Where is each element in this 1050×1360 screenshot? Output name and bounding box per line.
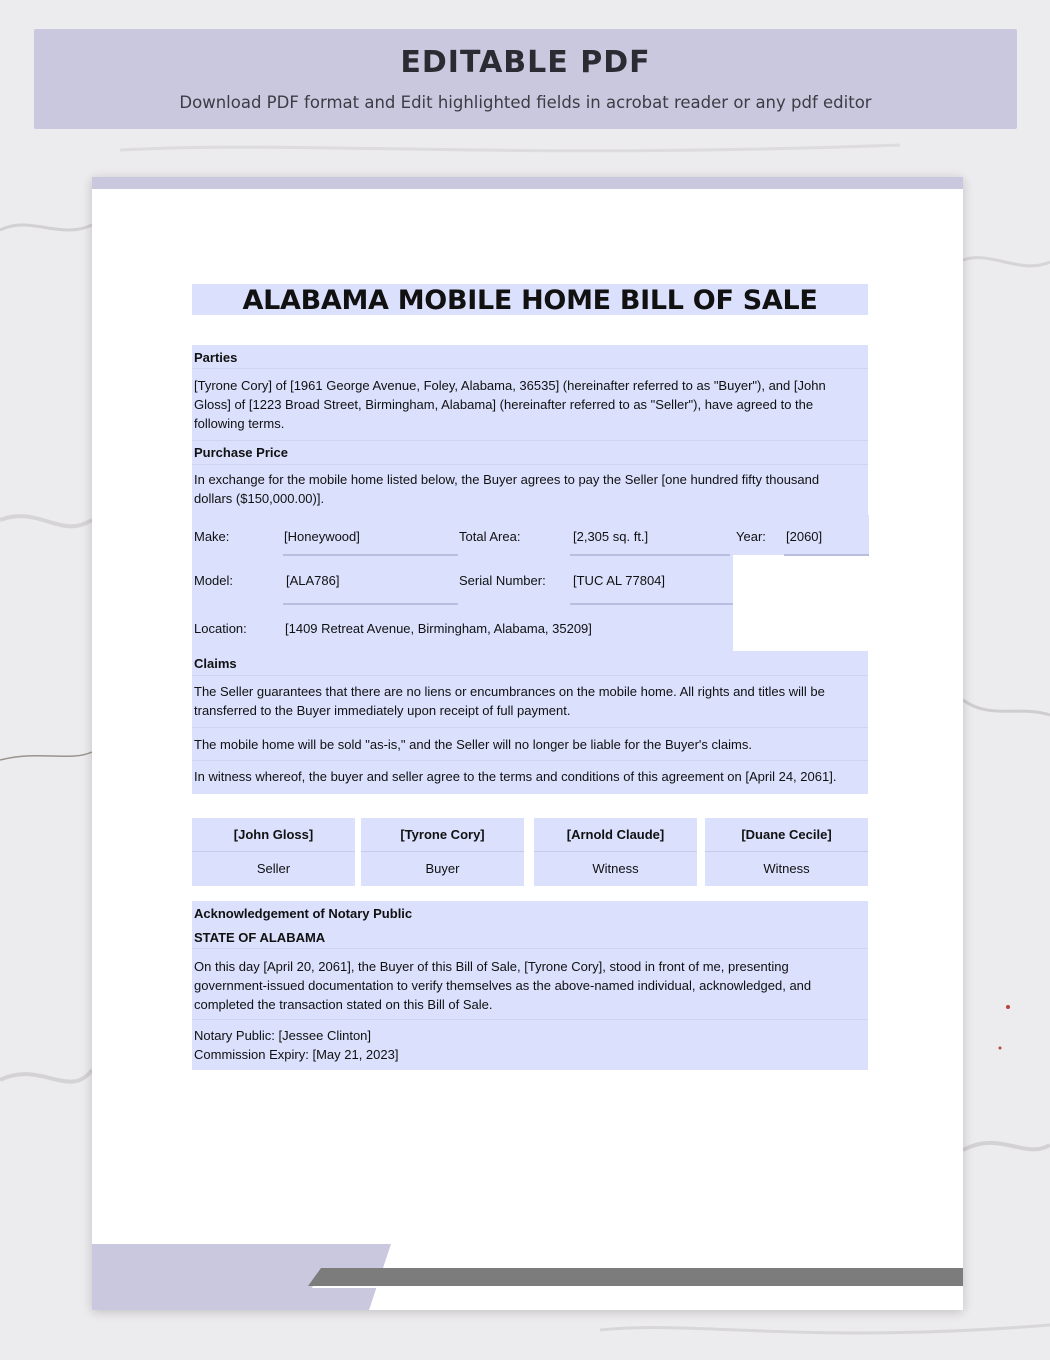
claims-paragraph-2[interactable]: The mobile home will be sold "as-is," and the Seller will no longer be liable for the Buyer's claims.	[194, 737, 752, 752]
commission-expiry[interactable]: Commission Expiry: [May 21, 2023]	[194, 1047, 399, 1062]
page-footer-decoration	[92, 1244, 963, 1310]
signature-block-buyer[interactable]	[361, 818, 524, 886]
signature-name[interactable]: [Arnold Claude]	[566, 827, 665, 842]
signature-block-witness-2[interactable]	[705, 818, 868, 886]
signature-name[interactable]: [Tyrone Cory]	[400, 827, 485, 842]
parties-heading: Parties	[194, 350, 238, 365]
divider	[192, 675, 868, 676]
document-page	[92, 177, 963, 1310]
model-value[interactable]: [ALA786]	[286, 573, 340, 588]
divider	[192, 368, 868, 369]
divider	[192, 760, 868, 761]
divider	[705, 851, 868, 852]
document-title: ALABAMA MOBILE HOME BILL OF SALE	[192, 284, 868, 315]
claims-paragraph-3[interactable]: In witness whereof, the buyer and seller agree to the terms and conditions of this agreement on [April 24, 2061].	[194, 769, 837, 784]
signature-role: Witness	[592, 861, 639, 876]
notary-public[interactable]: Notary Public: [Jessee Clinton]	[194, 1028, 372, 1043]
location-label: Location:	[194, 621, 247, 636]
parties-text[interactable]: [Tyrone Cory] of [1961 George Avenue, Foley, Alabama, 36535] (hereinafter referred to as "Buyer"), and [John Gloss] of [1223 Broad Street, Birmingham, Alabama] (hereinafter referred to as "Seller"), have agreed to the following terms.	[194, 378, 826, 431]
signature-name[interactable]: [Duane Cecile]	[741, 827, 832, 842]
year-value[interactable]: [2060]	[786, 529, 823, 544]
model-label: Model:	[194, 573, 234, 588]
divider	[192, 464, 868, 465]
signature-role: Witness	[763, 861, 810, 876]
purchase-price-heading: Purchase Price	[194, 445, 288, 460]
divider	[361, 851, 524, 852]
divider	[192, 440, 868, 441]
claims-paragraph-1[interactable]: The Seller guarantees that there are no liens or encumbrances on the mobile home. All rights and titles will be transferred to the Buyer immediately upon receipt of full payment.	[194, 684, 825, 718]
claims-heading: Claims	[194, 656, 237, 671]
page-top-bar	[92, 177, 963, 189]
notary-state: STATE OF ALABAMA	[194, 930, 326, 945]
notary-text[interactable]: On this day [April 20, 2061], the Buyer of this Bill of Sale, [Tyrone Cory], stood in front of me, presenting government-issued documentation to verify themselves as the above-named individual, acknowledged, and completed the transaction stated on this Bill of Sale.	[194, 959, 812, 1012]
signature-role: Seller	[256, 861, 291, 876]
divider	[192, 851, 355, 852]
location-value[interactable]: [1409 Retreat Avenue, Birmingham, Alabama, 35209]	[285, 621, 592, 636]
year-label: Year:	[736, 529, 766, 544]
signature-role: Buyer	[425, 861, 460, 876]
notary-heading: Acknowledgement of Notary Public	[194, 906, 413, 921]
make-value[interactable]: [Honeywood]	[284, 529, 360, 544]
purchase-price-text[interactable]: In exchange for the mobile home listed below, the Buyer agrees to pay the Seller [one hundred fifty thousand dollars ($150,000.00)].	[194, 472, 820, 506]
divider	[534, 851, 697, 852]
signature-block-witness-1[interactable]	[534, 818, 697, 886]
divider	[192, 1019, 868, 1020]
banner-title: EDITABLE PDF	[400, 45, 651, 80]
signature-block-seller[interactable]	[192, 818, 355, 886]
editable-pdf-banner	[34, 29, 1017, 129]
total-area-label: Total Area:	[459, 529, 521, 544]
signature-name[interactable]: [John Gloss]	[233, 827, 314, 842]
divider	[192, 948, 868, 949]
divider	[192, 727, 868, 728]
make-label: Make:	[194, 529, 230, 544]
banner-subtitle: Download PDF format and Edit highlighted fields in acrobat reader or any pdf editor	[179, 93, 872, 112]
total-area-value[interactable]: [2,305 sq. ft.]	[573, 529, 649, 544]
serial-number-value[interactable]: [TUC AL 77804]	[573, 573, 666, 588]
serial-number-label: Serial Number:	[459, 573, 546, 588]
